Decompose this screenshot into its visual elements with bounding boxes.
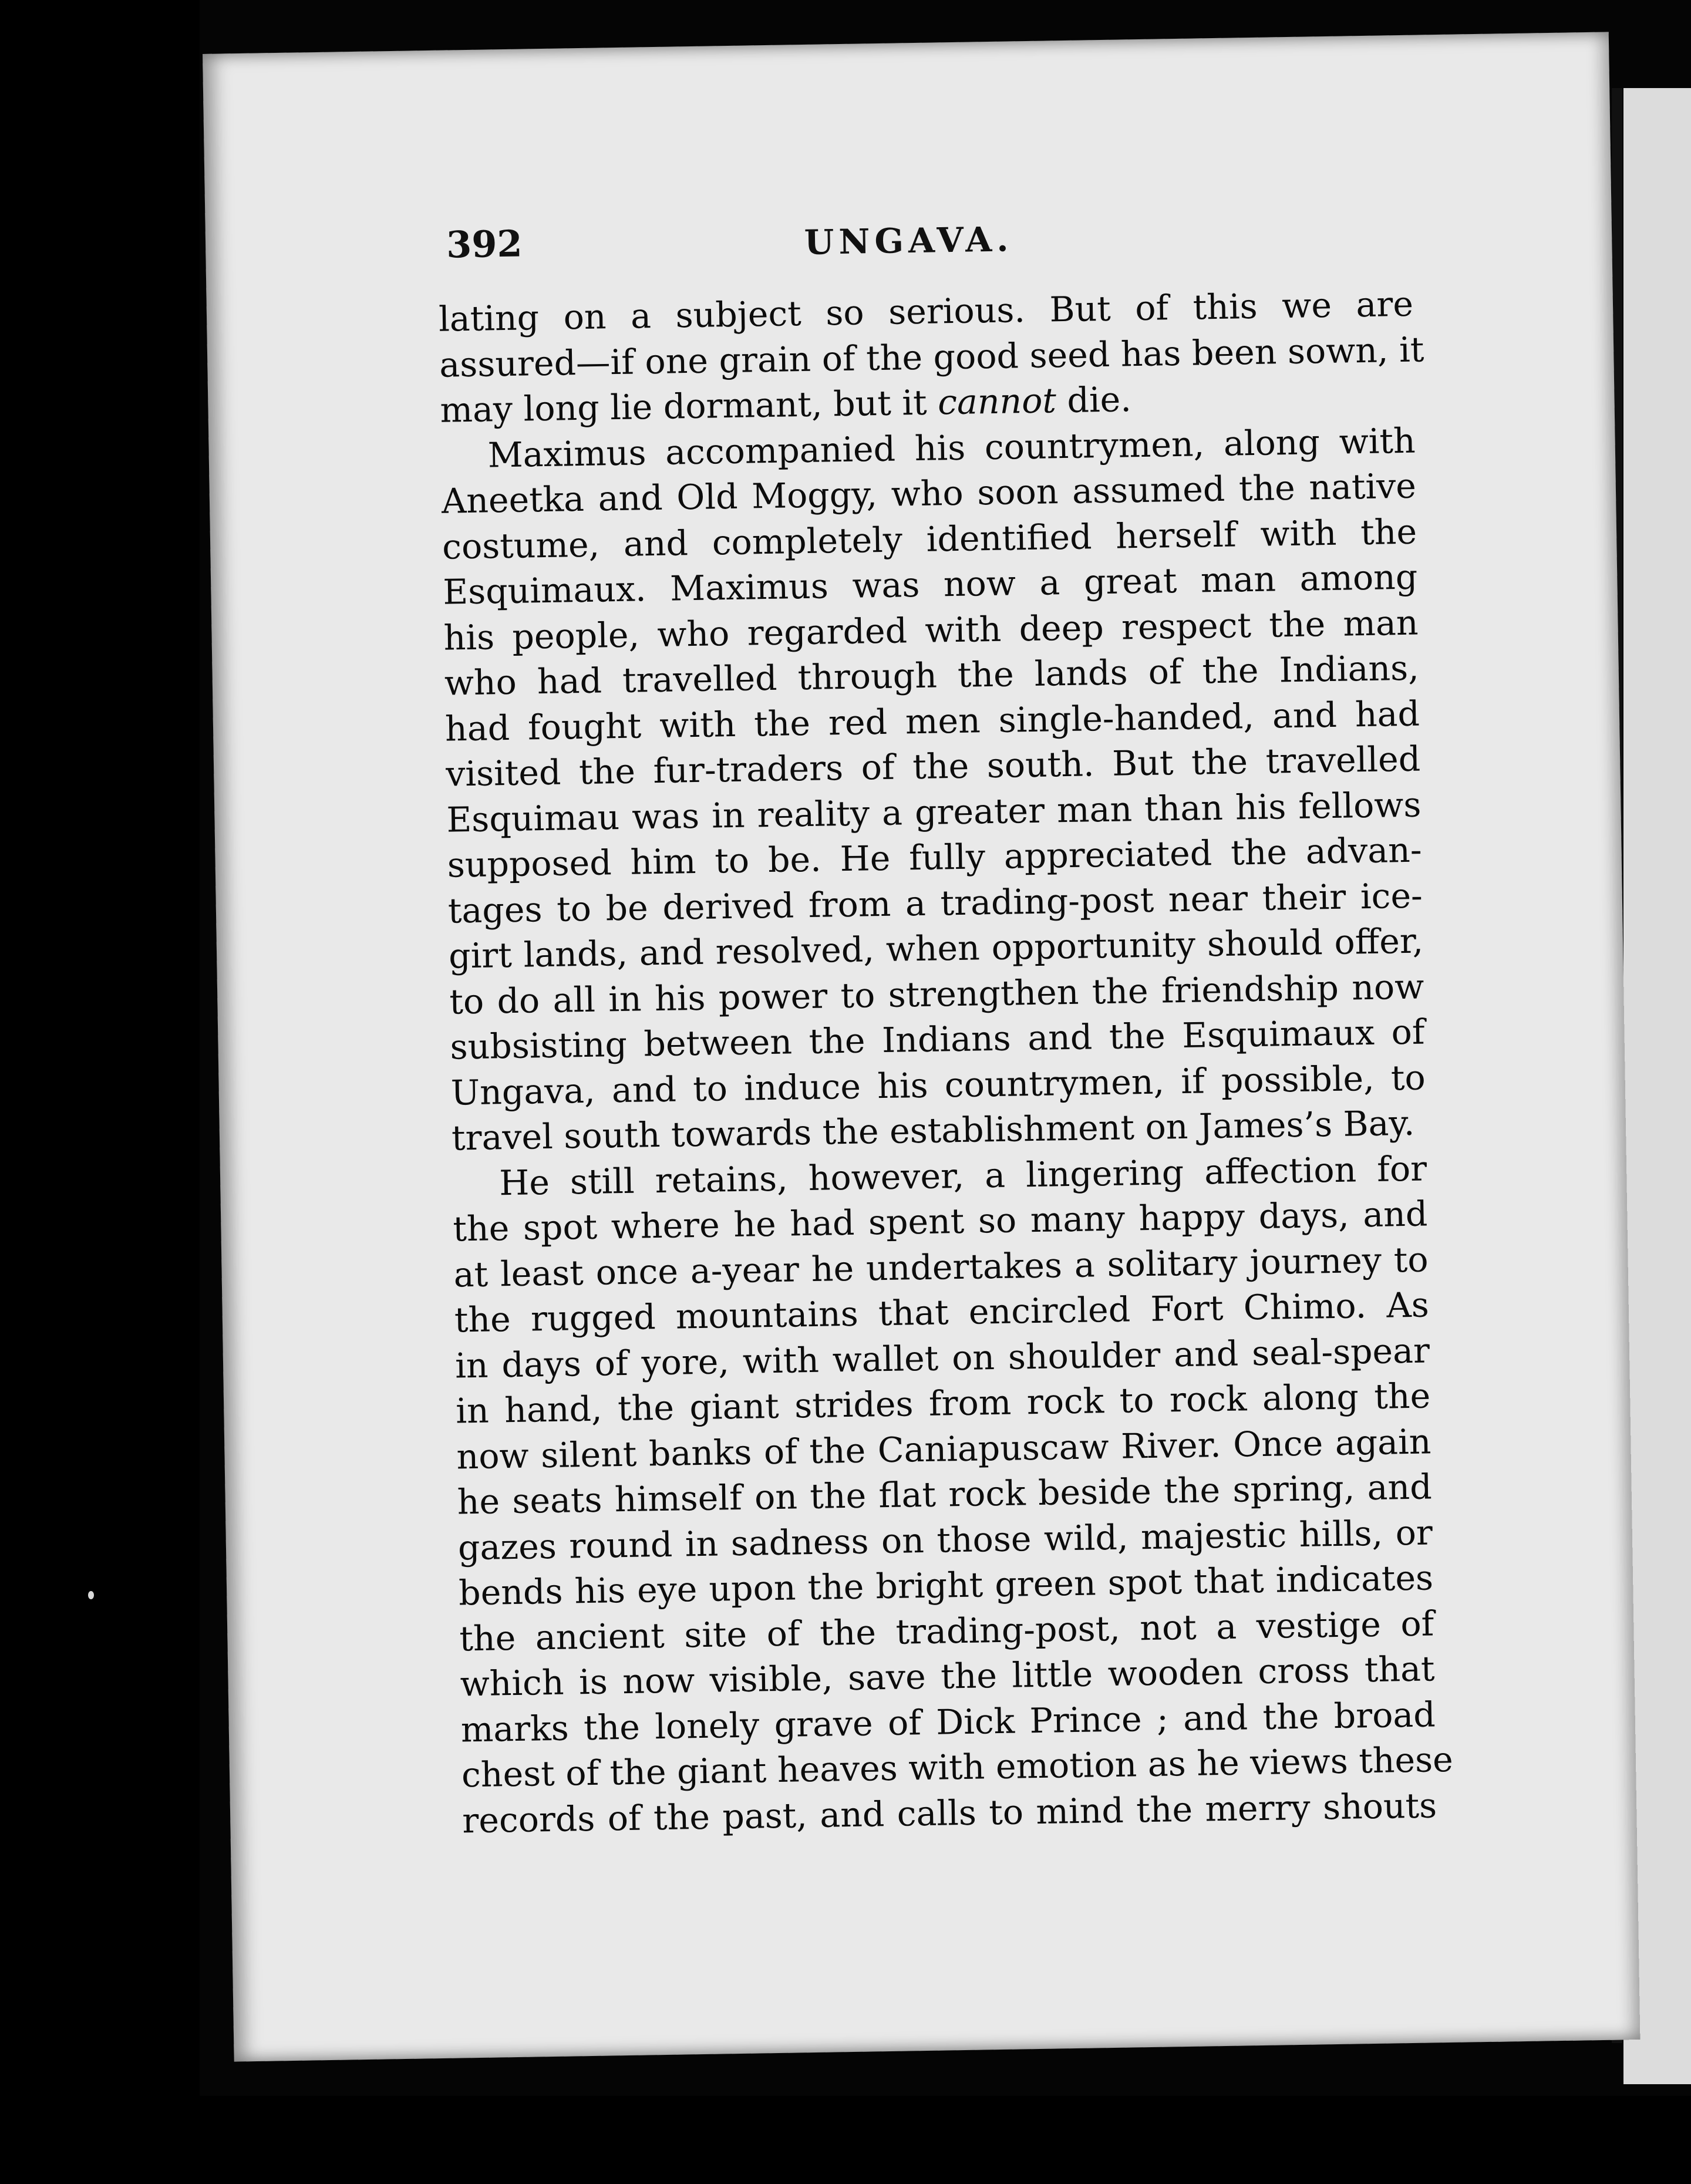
text-line: girt lands, and resolved, when opportunity should offer, xyxy=(448,921,1424,976)
paragraph-first-line: He still retains, however, a lingering affection for xyxy=(498,1148,1427,1203)
emphasis-text: cannot xyxy=(937,380,1057,423)
page-number: 392 xyxy=(446,222,523,267)
text-line: assured—if one grain of the good seed has been sown, it xyxy=(439,329,1424,385)
scan-border-bottom xyxy=(0,2096,1691,2184)
text-line: tages to be derived from a trading-post near their ice- xyxy=(447,875,1423,931)
text-line: bends his eye upon the bright green spot that indicates xyxy=(458,1558,1434,1613)
text-line: costume, and completely identified herself with the xyxy=(442,511,1417,567)
text-line: Aneetka and Old Moggy, who soon assumed the native xyxy=(441,466,1417,521)
text-line: records of the past, and calls to mind the merry shouts xyxy=(462,1785,1437,1841)
text-line: to do all in his power to strengthen the friendship now xyxy=(449,966,1424,1022)
running-head: UNGAVA. xyxy=(804,219,1013,262)
text-line: marks the lonely grave of Dick Prince ; and the broad xyxy=(460,1694,1436,1750)
text-line: Ungava, and to induce his countrymen, if possible, to xyxy=(450,1057,1426,1113)
text-line: supposed him to be. He fully appreciated the advan- xyxy=(447,830,1423,885)
text-line: gazes round in sadness on those wild, majestic hills, or xyxy=(457,1512,1433,1568)
text-segment: may long lie dormant, but it xyxy=(440,382,938,430)
book-page xyxy=(203,32,1640,2061)
text-line: in hand, the giant strides from rock to rock along the xyxy=(455,1376,1431,1431)
text-line: subsisting between the Indians and the Esquimaux of xyxy=(450,1012,1425,1067)
text-segment: die. xyxy=(1056,379,1132,421)
paragraph-first-line: Maximus accompanied his countrymen, along with xyxy=(487,420,1416,475)
text-line: at least once a-year he undertakes a solitary journey to xyxy=(453,1239,1429,1295)
text-line: the rugged mountains that encircled Fort Chimo. As xyxy=(454,1285,1430,1340)
text-line: lating on a subject so serious. But of this we are xyxy=(438,284,1414,339)
text-line: visited the fur-traders of the south. But the travelled xyxy=(445,739,1421,794)
text-line: chest of the giant heaves with emotion as he views these xyxy=(461,1739,1454,1795)
text-line: travel south towards the establishment on James’s Bay. xyxy=(451,1103,1415,1158)
text-line: Esquimau was in reality a greater man than his fellows xyxy=(446,784,1421,840)
text-line: Esquimaux. Maximus was now a great man among xyxy=(442,557,1418,612)
text-line: he seats himself on the flat rock beside the spring, and xyxy=(457,1467,1433,1522)
text-line: the ancient site of the trading-post, not a vestige of xyxy=(459,1603,1434,1659)
text-line: now silent banks of the Caniapuscaw River. Once again xyxy=(456,1421,1431,1477)
text-line: his people, who regarded with deep respect the man xyxy=(443,602,1419,658)
scan-border-left xyxy=(0,0,200,2184)
text-line: who had travelled through the lands of the Indians, xyxy=(444,648,1420,703)
text-line: which is now visible, save the little wooden cross that xyxy=(460,1649,1435,1704)
text-line: in days of yore, with wallet on shoulder and seal-spear xyxy=(454,1330,1430,1386)
text-line: had fought with the red men single-handed, and had xyxy=(444,693,1420,749)
text-line: the spot where he had spent so many happy days, and xyxy=(452,1194,1428,1249)
scan-speck xyxy=(88,1591,94,1599)
page-body xyxy=(438,282,1454,1844)
